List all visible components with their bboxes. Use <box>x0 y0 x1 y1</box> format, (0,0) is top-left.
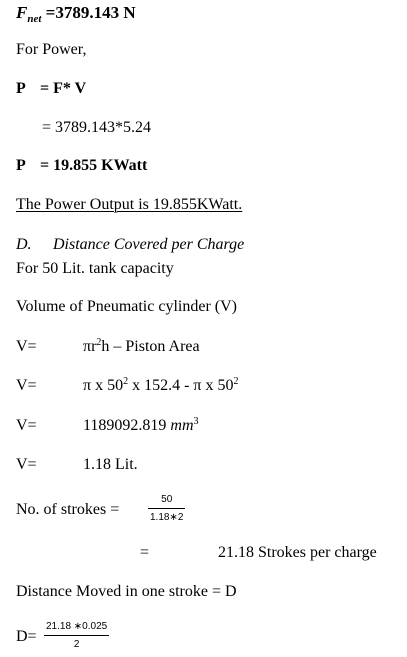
volume-heading: Volume of Pneumatic cylinder (V) <box>16 298 237 315</box>
strokes-numerator: 50 <box>161 494 173 505</box>
strokes-label: No. of strokes = <box>16 501 120 518</box>
strokes-equals: = <box>140 544 150 561</box>
section-d-letter: D. <box>16 236 32 253</box>
v-row-2-sup2: 2 <box>233 376 239 387</box>
power-formula <box>16 80 87 97</box>
v-row-4-value: 1.18 Lit. <box>83 456 138 473</box>
d-numerator: 21.18 ∗0.025 <box>46 621 108 632</box>
fnet-symbol: F <box>16 3 28 22</box>
section-d-heading <box>16 236 245 253</box>
v-row-3-number: 1189092.819 <box>83 417 171 434</box>
d-fraction <box>44 622 109 650</box>
v-row-2-label: V= <box>16 377 37 394</box>
v-row-3-unit-sup: 3 <box>193 416 199 427</box>
v-row-1-post: h – Piston Area <box>101 338 200 355</box>
for-power-text: For Power, <box>16 41 87 58</box>
power-result <box>16 157 148 174</box>
power-formula-rhs: = F* V <box>40 80 87 97</box>
strokes-result: 21.18 Strokes per charge <box>218 544 377 561</box>
d-formula-label: D= <box>16 628 37 645</box>
power-output-sentence: The Power Output is 19.855KWatt. <box>16 196 243 213</box>
distance-stroke-text: Distance Moved in one stroke = D <box>16 583 237 600</box>
strokes-denominator: 1.18∗2 <box>150 512 184 523</box>
fnet-line <box>16 3 136 25</box>
fnet-value: =3789.143 N <box>41 3 136 22</box>
strokes-fraction-bar <box>148 508 185 509</box>
v-row-2-mid: x 152.4 - π x 50 <box>128 377 234 394</box>
v-row-3-value <box>83 418 199 434</box>
power-result-rhs: = 19.855 KWatt <box>40 157 148 174</box>
v-row-2-value <box>83 378 238 394</box>
power-substitution: = 3789.143*5.24 <box>42 119 152 136</box>
power-symbol: P <box>16 80 26 97</box>
v-row-3-unit: mm <box>170 417 194 434</box>
v-row-2-pre: π x 50 <box>83 377 124 394</box>
d-fraction-bar <box>44 635 109 636</box>
fnet-subscript: net <box>27 13 42 25</box>
section-d-title: Distance Covered per Charge <box>53 236 245 253</box>
v-row-1-value <box>83 339 200 355</box>
v-row-2-sup: 2 <box>123 376 129 387</box>
strokes-fraction <box>148 495 185 523</box>
tank-capacity-text: For 50 Lit. tank capacity <box>16 260 174 277</box>
v-row-1-label: V= <box>16 338 37 355</box>
v-row-3-label: V= <box>16 417 37 434</box>
power-result-symbol: P <box>16 157 26 174</box>
v-row-1-sup: 2 <box>96 337 102 348</box>
v-row-4-label: V= <box>16 456 37 473</box>
d-denominator: 2 <box>73 639 80 650</box>
v-row-1-pre: πr <box>83 338 97 355</box>
